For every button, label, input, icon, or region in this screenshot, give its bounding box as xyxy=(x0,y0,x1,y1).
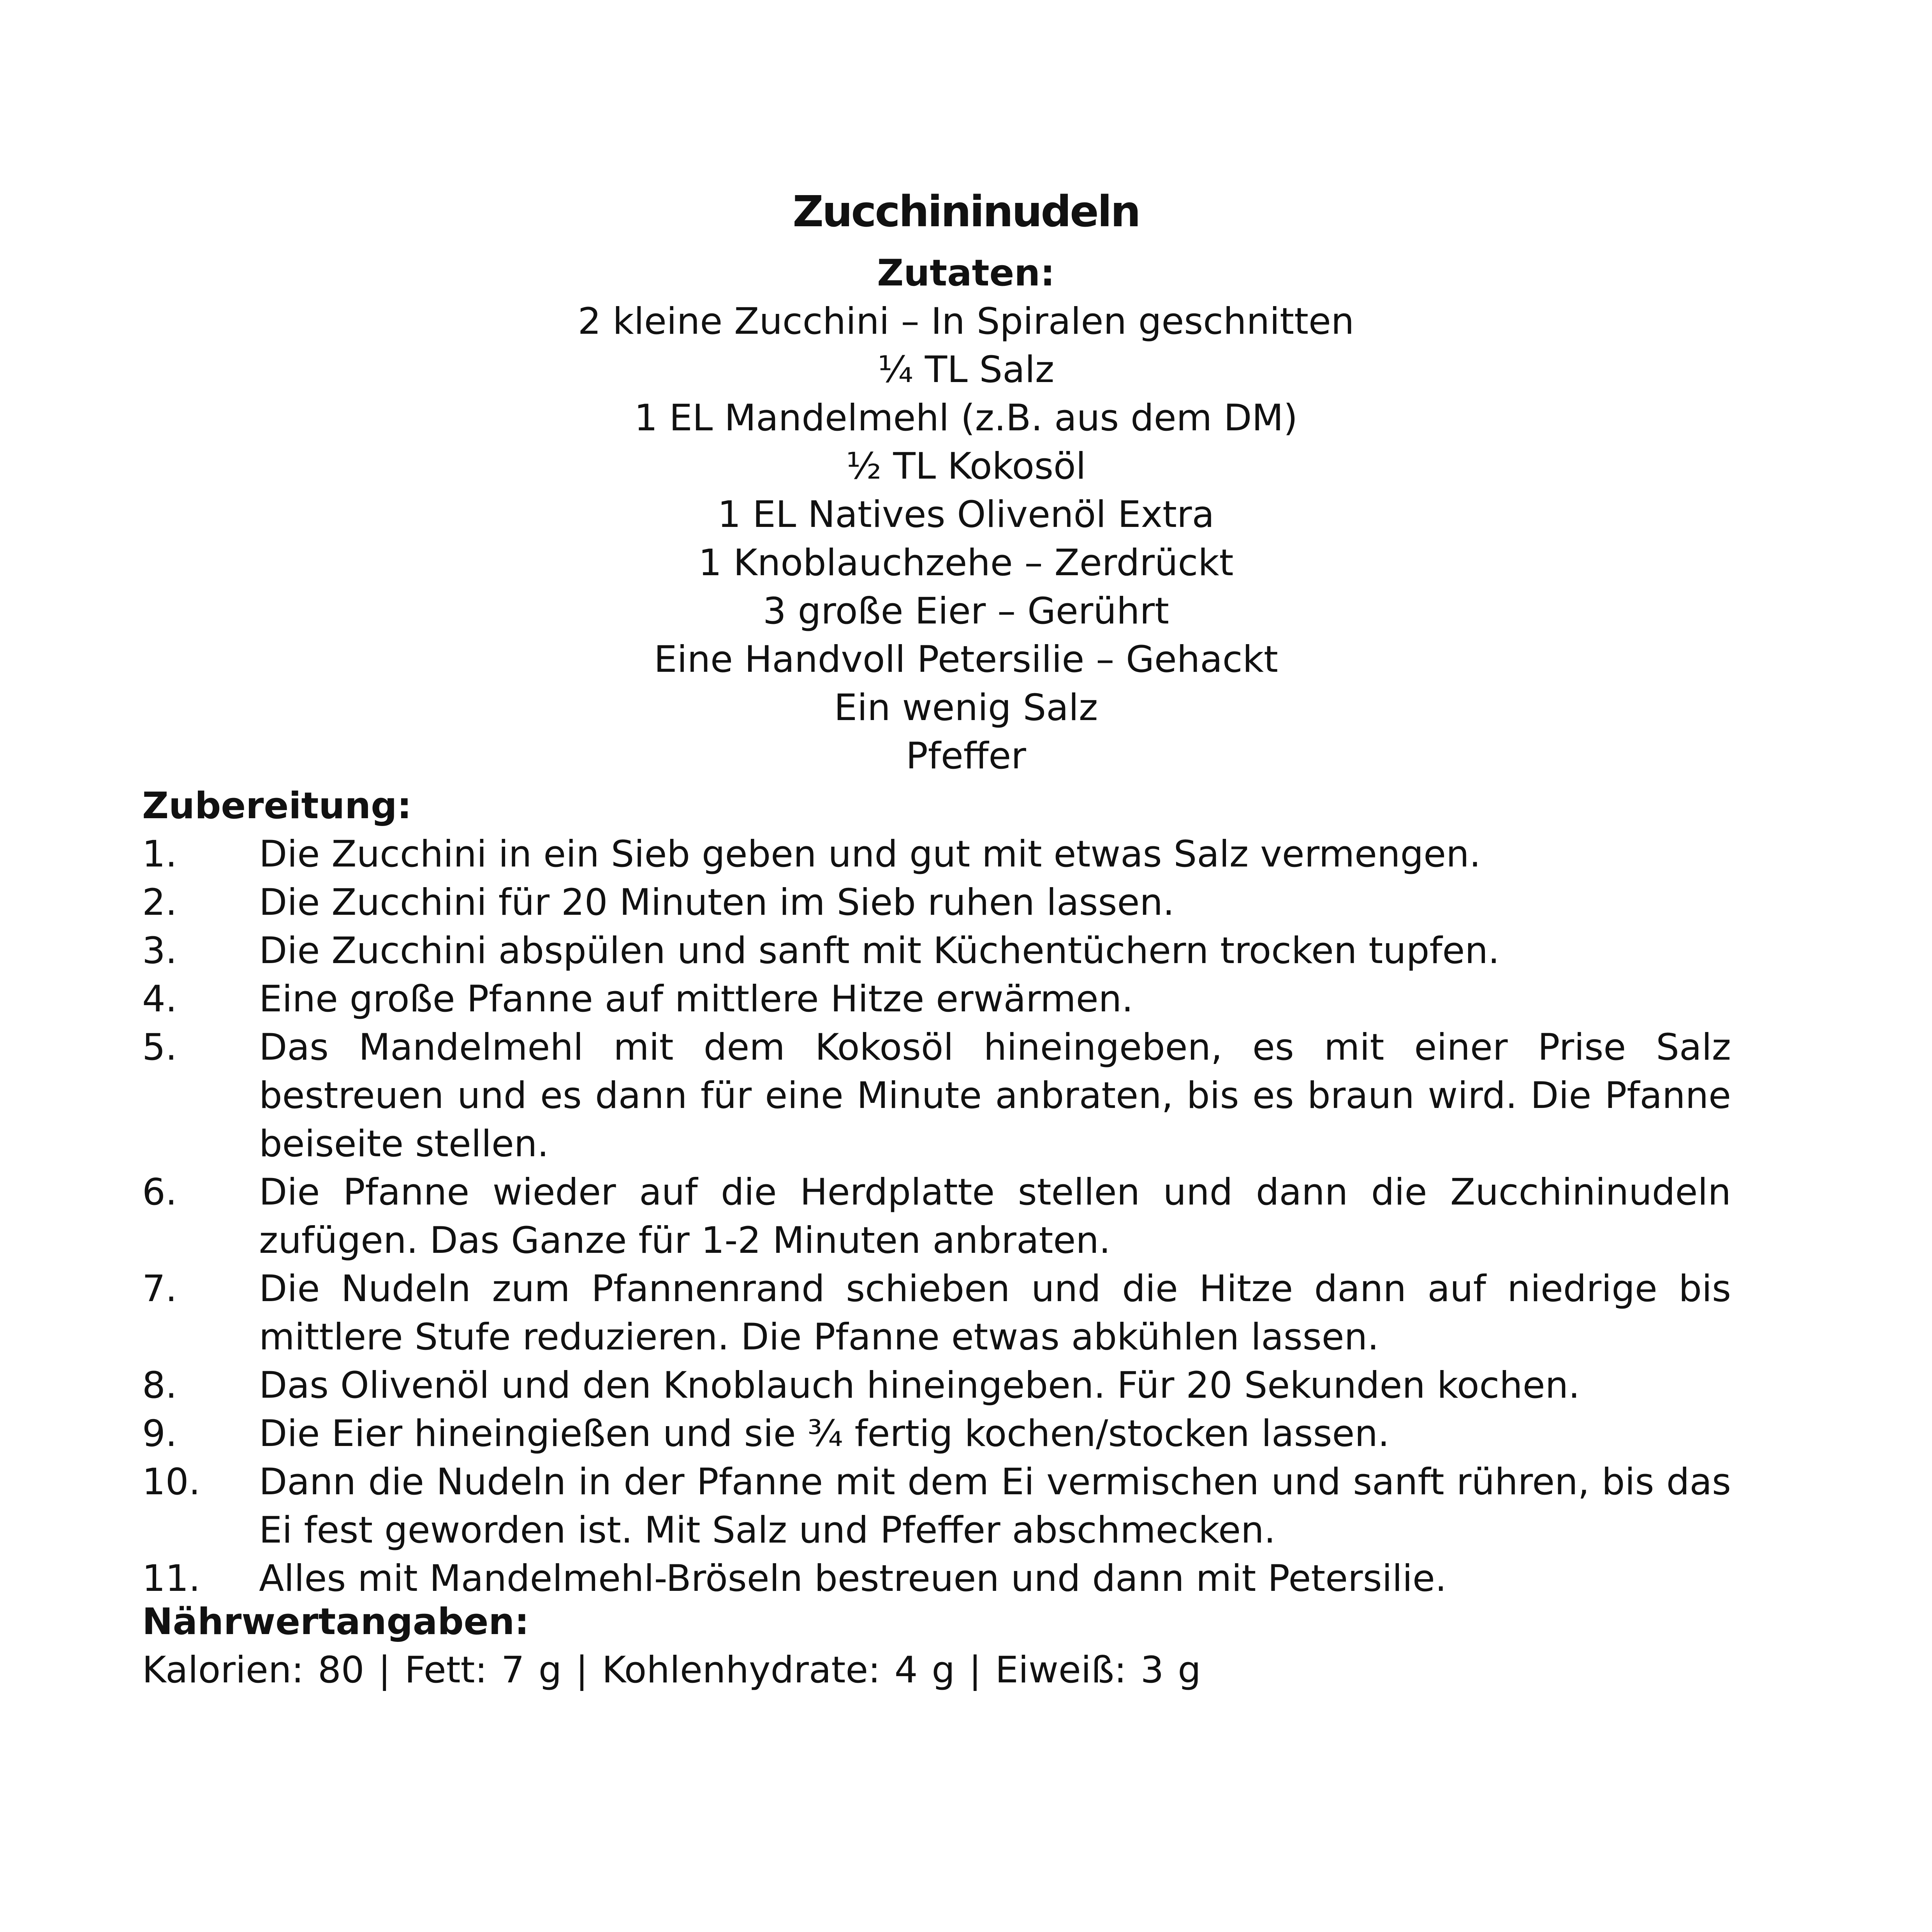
step-text: Alles mit Mandelmehl-Bröseln bestreuen und dann mit Petersilie. xyxy=(259,1557,1447,1600)
step-text: Die Eier hineingießen und sie ¾ fertig kochen/stocken lassen. xyxy=(259,1412,1390,1455)
step-item xyxy=(142,1361,1731,1410)
step-item xyxy=(142,879,1731,927)
step-number: 2. xyxy=(142,881,177,924)
step-number: 5. xyxy=(142,1026,177,1069)
step-text: Die Zucchini in ein Sieb geben und gut mit etwas Salz vermengen. xyxy=(259,833,1481,875)
step-text: Die Zucchini abspülen und sanft mit Küchentüchern trocken tupfen. xyxy=(259,930,1500,972)
ingredient-item: 1 Knoblauchzehe – Zerdrückt xyxy=(698,542,1234,584)
step-number: 1. xyxy=(142,833,177,875)
preparation-steps xyxy=(142,830,1731,1603)
step-item xyxy=(142,1458,1731,1555)
step-number: 8. xyxy=(142,1364,177,1407)
ingredient-item: 1 EL Mandelmehl (z.B. aus dem DM) xyxy=(634,397,1298,439)
ingredients-heading: Zutaten: xyxy=(877,252,1055,294)
step-item xyxy=(142,927,1731,975)
step-text: Das Olivenöl und den Knoblauch hineingeben. Für 20 Sekunden kochen. xyxy=(259,1364,1580,1407)
step-number: 4. xyxy=(142,978,177,1020)
ingredients-section xyxy=(0,249,1932,780)
preparation-heading: Zubereitung: xyxy=(142,785,412,827)
step-number: 3. xyxy=(142,930,177,972)
step-text: Dann die Nudeln in der Pfanne mit dem Ei vermischen und sanft rühren, bis das Ei fest geworden ist. Mit Salz und Pfeffer abschmecken. xyxy=(259,1461,1731,1552)
step-item xyxy=(142,1168,1731,1265)
ingredient-item: 3 große Eier – Gerührt xyxy=(763,590,1169,632)
step-text: Das Mandelmehl mit dem Kokosöl hineingeben, es mit einer Prise Salz bestreuen und es dann für eine Minute anbraten, bis es braun wird. Die Pfanne beiseite stellen. xyxy=(259,1026,1731,1165)
step-item xyxy=(142,1265,1731,1361)
step-text: Die Zucchini für 20 Minuten im Sieb ruhen lassen. xyxy=(259,881,1175,924)
nutrition-facts: Kalorien: 80 | Fett: 7 g | Kohlenhydrate: 4 g | Eiweiß: 3 g xyxy=(142,1649,1201,1691)
step-item xyxy=(142,830,1731,879)
step-number: 11. xyxy=(142,1557,201,1600)
step-item xyxy=(142,1410,1731,1458)
step-number: 10. xyxy=(142,1461,201,1503)
step-item xyxy=(142,1555,1731,1603)
step-item xyxy=(142,1023,1731,1168)
step-number: 7. xyxy=(142,1268,177,1310)
nutrition-heading: Nährwertangaben: xyxy=(142,1601,529,1643)
ingredient-item: 2 kleine Zucchini – In Spiralen geschnitten xyxy=(578,300,1354,343)
step-text: Die Nudeln zum Pfannenrand schieben und die Hitze dann auf niedrige bis mittlere Stufe reduzieren. Die Pfanne etwas abkühlen lassen. xyxy=(259,1268,1731,1358)
ingredient-item: 1 EL Natives Olivenöl Extra xyxy=(717,493,1215,536)
step-text: Die Pfanne wieder auf die Herdplatte stellen und dann die Zucchininudeln zufügen. Das Ganze für 1-2 Minuten anbraten. xyxy=(259,1171,1731,1262)
step-number: 6. xyxy=(142,1171,177,1213)
step-number: 9. xyxy=(142,1412,177,1455)
step-item xyxy=(142,975,1731,1023)
ingredient-item: ½ TL Kokosöl xyxy=(846,445,1086,488)
ingredient-item: Pfeffer xyxy=(906,735,1026,777)
recipe-title: Zucchininudeln xyxy=(793,187,1139,236)
ingredient-item: Eine Handvoll Petersilie – Gehackt xyxy=(654,638,1278,681)
ingredient-item: Ein wenig Salz xyxy=(834,687,1098,729)
ingredient-item: ¼ TL Salz xyxy=(877,349,1055,391)
step-text: Eine große Pfanne auf mittlere Hitze erwärmen. xyxy=(259,978,1134,1020)
